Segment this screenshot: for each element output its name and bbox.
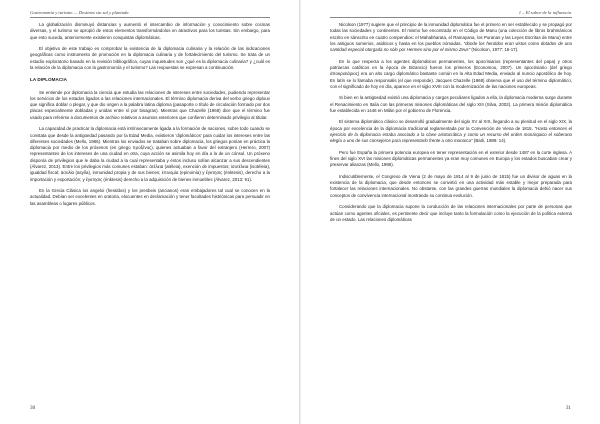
right-page: [301, 0, 600, 424]
paragraph-text: Indiscutiblemente, el Congreso de Viena (2 de mayo de 1814 al 9 de junio de 1815) fue un divisor de aguas en la existencia de la diplomacia, que desde entonces se convirtió en una actividad más estable y mejor preparada para fortalecer las relaciones internacionales. No obstante, con las grandes guerras mundiales la diplomacia debió nacer sus conceptos de convivencia internacional mostrando su continua evolución.: [330, 173, 572, 198]
paragraph-text: En lo que respecta a los agentes diplomáticos permanentes, los apocrisiarios (representantes del papa) y otros patriarcas católicos en la época de Bizancio) fueron los primeros (Economou, 2007). Un apocrisiario (del griego ἀποκρισιάριος) era un alto cargo diplomático bastante común en la Alta Edad Media, enviado al nuncio apostólico de hoy. En latín se lo llamaba responsalis (el que responde). Jacques Chazelle (1968) observa que el uso del término diplomático, con el significado de hoy en día, aparece en el siglo XVIII con la modernización de las naciones europeas.: [330, 58, 572, 89]
paragraph-text: Nicolson (1977) sugiere que el principio de la inmunidad diplomática fue el primero en ser establecido y se propagó por todas las sociedades y continentes. El mismo fue encontrado en el Código de Manu (una colección de libros brahmánicos escrito en sánscrito en cuatro compendios: el Mahabharata, el Ramayana, los Puranas y las Leyes Escritas de Manu) entre los antiguos sumerios, asiáticos y hasta en los pueblos nómadas.: [330, 22, 572, 46]
paragraph-text: La globalización disminuyó distancias y aumentó el intercambio de información y conocimiento sobre cocinas diversas, y el turismo se apropió de estos elementos transformándolos en atractivos para los turistas. Sin embargo, para que esto suceda, anteriormente existieron conquistas diplomáticas.: [30, 22, 270, 40]
paragraph-text: El objetivo de este trabajo es comprobar la existencia de la diplomacia culinaria y la relación de las indicaciones geográficas como instrumento de promoción en la diplomacia culinaria y de fortalecimiento del turismo. Se trata de un estudio exploratorio basado en la revisión bibliográfica, cuyas inquietudes son ¿qué es la diplomacia culinaria? y ¿cuál es la relación de la diplomacia con la gastronomía y el turismo? Las respuestas se expresan a continuación.: [30, 46, 270, 70]
page-number: 31: [565, 405, 571, 411]
body-paragraph: [30, 90, 270, 121]
citation: (Barli, 1989: 14).: [472, 138, 507, 144]
paragraph-text: Se entiende por diplomacia la ciencia que estudia las relaciones de intereses entre sociedades, pudiendo representar los servicios de los estados ligados a las relaciones internacionales. El término diplomacia deriva del verbo griego diplouν que significa doblar o plegar, y que dio origen a la palabra latina diploma (pasaporte o título de circulación formado por dos placas especialmente dobladas y unidas entre sí por bisagras). Mientras que Chazelle (1968) dice que el término fue usado para referirse a documentos de archivo relativos a asuntos exteriores que confieren determinado privilegio al titular.: [30, 89, 270, 120]
paragraph-text: Si bien en la antigüedad existió una diplomacia y cargos peculiares ligados a ella, la diplomacia moderna surge durante el Renacimiento en Italia con las primeras misiones diplomáticas del siglo XIII (Silva, 2002). La primera misión diplomática fue establecida en 1446 en Milán por el gobierno de Florencia.: [330, 95, 572, 113]
page-number: 30: [30, 405, 36, 411]
paragraph-text: Considerando que la diplomacia supone la conducción de las relaciones internacionales por parte de personas que actúan como agentes oficiales, es pertinente decir que incluye tanto la formulación como la ejecución de la política externa de un estado. Las relaciones diplomáticas: [330, 204, 572, 222]
header-rule: [330, 17, 572, 18]
paragraph-text: El sistema diplomático clásico se desarrolló gradualmente del siglo XV al XIX, llegando a su plenitud en el siglo XIX, la época por excelencia de la diplomacia tradicional reglamentada por la Convención de Viena de 1815.: [330, 119, 572, 131]
section-heading: LA DIPLOMACIA: [30, 77, 67, 83]
body-paragraph: [30, 126, 270, 183]
body-paragraph: [30, 46, 270, 71]
body-paragraph: [330, 22, 572, 53]
body-paragraph: [330, 150, 572, 169]
paragraph-text: La capacidad de practicar la diplomacia está intrínsecamente ligada a la formación de naciones, sobre todo cuando se constata que desde la antigüedad pasando por la Edad Media, existieron 'diplomáticos' para cuidar los intereses entre las diferentes sociedades (Mello, 1986). Mientras los enviados se trataban sobre diplomacia, los griegos ponían en práctica la diplomacia por medio de los próxenos (en griego προξένος), quienes actuaban a favor del extranjero (Herrero, 2007) representantes de los intereses de una ciudad en otra, cuya acción se asimila hoy en día a la de un cónsul. Un próxeno disponía de privilegios que le daba la ciudad a la cual representaba y éstos incluso solían alcanzar a sus descendientes (Álvarez, 2013). Entre los privilegios más comunes estaban: ἀτέλεια (atéleia), exención de impuestos; ἰσοτέλεια (isotéleia), igualdad fiscal; ἀσυλία (asylía), inmunidad propia y de sus bienes; ἐπινομία (epinomía) y ἔγκτησις (énktesis), derecho a la importación y exportación; y ἔγκτησις (énktesis) derecho a la adquisición de bienes inmuebles (Álvarez, 2013: 91).: [30, 126, 270, 182]
body-paragraph: [330, 174, 572, 199]
header-rule: [30, 17, 270, 18]
quotation: "donde los heraldos eran vistos como dotados de una santidad especial otorgada no sólo por Hermes sino por el mismo Zeus": [330, 40, 572, 53]
running-head: 1 – El sabor de la influencia: [518, 10, 571, 15]
paragraph-text: En la Grecia Clásica los angeloi (heraldos) y los presbeis (ancianos) eran embajadores tal cual se conocen en la actualidad. Debían ser excelentes en oratoria, elocuentes en declamación y tener facultades histriónicas para persuadir en las asambleas o lugares públicos.: [30, 188, 270, 206]
body-paragraph: [30, 188, 270, 207]
paragraph-text: Pero fue España la primera potencia europea en tener representación en el exterior desde 1487 en la corte inglesa. A fines del siglo XVI las misiones diplomáticas permanentes ya eran muy comunes en Europa y los estados buscaban crear y preservar alianzas (Mello, 1986).: [330, 149, 572, 168]
page-body: [330, 22, 572, 228]
body-paragraph: [30, 22, 270, 41]
body-paragraph: [330, 204, 572, 223]
body-paragraph: [330, 95, 572, 114]
quotation: "Hasta entonces el ejercicio de la diplomacia estaba asociado a la clase aristocrática y como un recurso del orden monárquico el soberano elegía a uno de sus consejeros para representarlo frente a otro monarca": [330, 125, 572, 144]
page-body: [30, 22, 270, 212]
running-head: Gastronomía y turismo — Destinos sin sal y plantada: [30, 10, 129, 15]
body-paragraph: [330, 59, 572, 90]
body-paragraph: [330, 119, 572, 144]
citation: (Nicolson, 1977: 16-17).: [470, 47, 519, 53]
